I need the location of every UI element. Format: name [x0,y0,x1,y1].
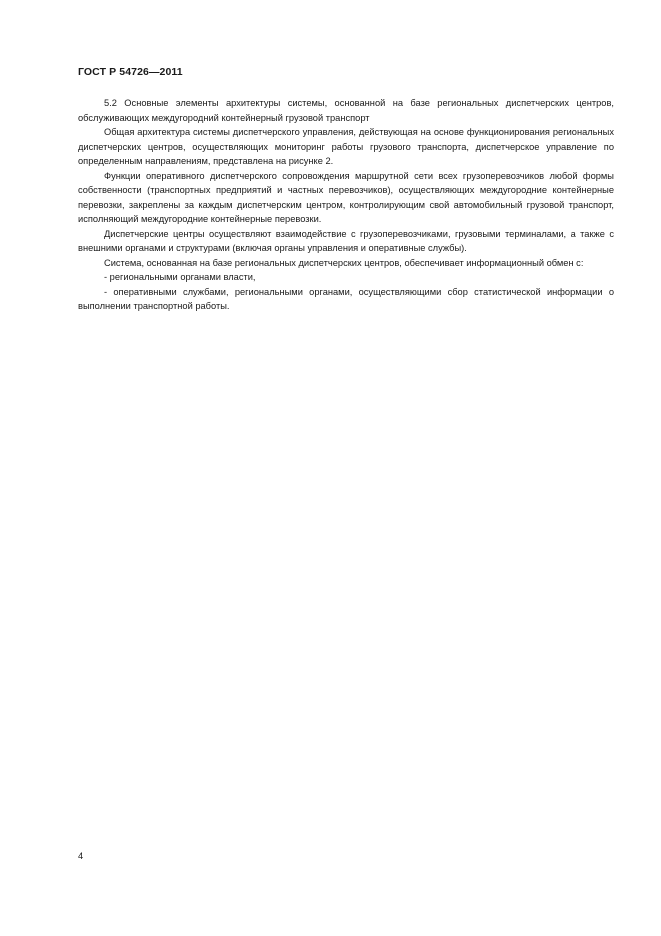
paragraph-interaction: Диспетчерские центры осуществляют взаимодействие с грузоперевозчиками, грузовыми терминалами, а также с внешними органами и структурами (включая органы управления и оперативные службы). [78,228,614,253]
list-item-operational-services: - оперативными службами, региональными органами, осуществляющими сбор статистической информации о выполнении транспортной работы. [78,286,614,311]
list-item-regional-authorities: - региональными органами власти, [104,272,256,282]
paragraph-information-exchange: Система, основанная на базе региональных диспетчерских центров, обеспечивает информационный обмен с: [104,257,584,268]
section-heading-5-2: 5.2 Основные элементы архитектуры системы, основанной на базе региональных диспетчерских центров, обслуживающих междугородний контейнерный грузовой транспорт [78,98,614,123]
page-number: 4 [78,851,84,861]
document-body [78,96,614,314]
paragraph-functions: Функции оперативного диспетчерского сопровождения маршрутной сети всех грузоперевозчиков любой формы собственности (транспортных предприятий и частных перевозчиков), осуществляющих междугородние контейнерные перевозки, закреплены за каждым диспетчерским центром, контролирующим свой автомобильный грузовой транспорт, исполняющий междугородние контейнерные перевозки. [78,170,614,224]
paragraph-architecture: Общая архитектура системы диспетчерского управления, действующая на основе функционирования региональных диспетчерских центров, осуществляющих мониторинг работы грузового транспорта, диспетчерское управление по определенным направлениям, представлена на рисунке 2. [78,127,614,166]
document-header: ГОСТ Р 54726—2011 [78,66,183,78]
